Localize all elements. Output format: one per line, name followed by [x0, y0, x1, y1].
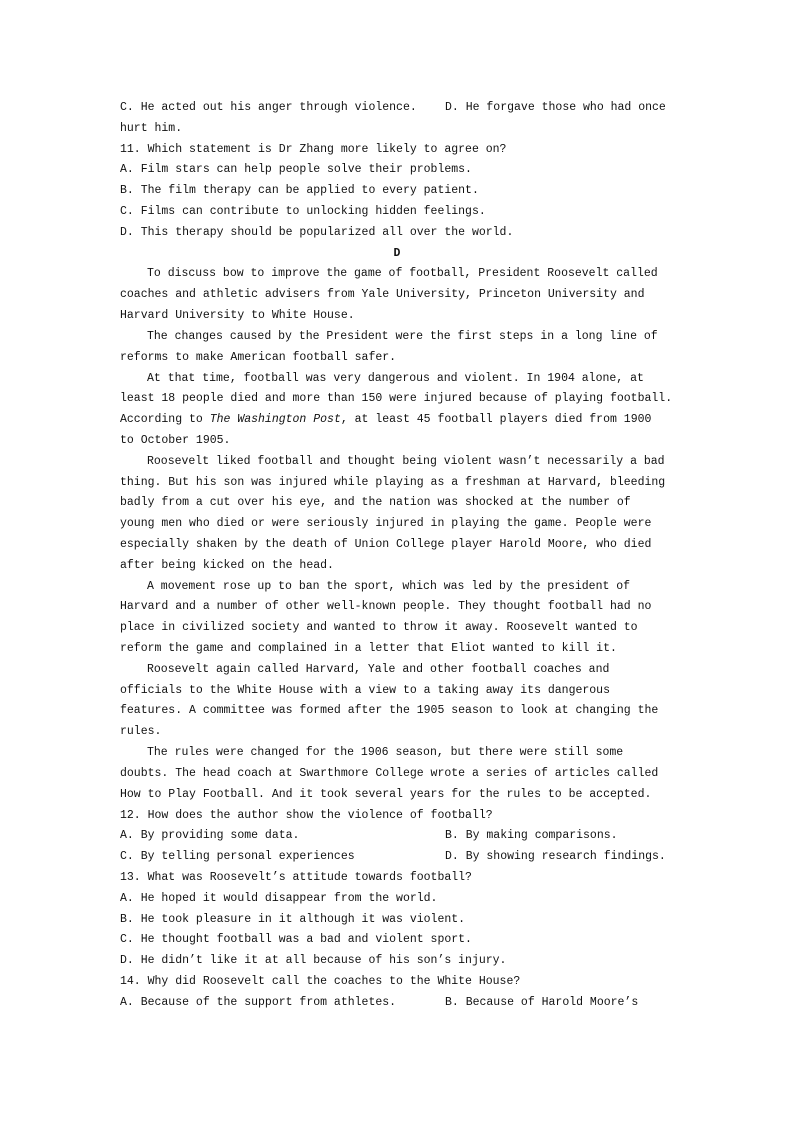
line-text: after being kicked on the head. — [120, 558, 334, 572]
line-text: B. He took pleasure in it although it was violent. — [120, 912, 466, 926]
text-line — [120, 140, 506, 160]
text-line — [120, 681, 610, 701]
line-text: thing. But his son was injured while playing as a freshman at Harvard, bleeding — [120, 475, 666, 489]
text-line — [120, 493, 631, 513]
text-line — [120, 535, 651, 555]
text-line — [120, 847, 666, 867]
text-line — [120, 431, 230, 451]
line-text: C. Films can contribute to unlocking hidden feelings. — [120, 205, 486, 219]
line-text: A movement rose up to ban the sport, which was led by the president of — [147, 579, 631, 593]
text-line — [120, 389, 672, 409]
text-line — [147, 660, 609, 680]
line-text: D — [393, 246, 401, 260]
line-text: 13. What was Roosevelt’s attitude towards football? — [120, 870, 472, 884]
text-line — [120, 410, 651, 430]
text-line — [147, 369, 644, 389]
line-text: coaches and athletic advisers from Yale University, Princeton University and — [120, 288, 645, 302]
line-text: Harvard University to White House. — [120, 309, 355, 323]
line-text: C. He acted out his anger through violence. — [120, 101, 417, 114]
line-text: B. The film therapy can be applied to every patient. — [120, 184, 479, 198]
line-text: features. A committee was formed after the 1905 season to look at changing the — [120, 704, 659, 718]
line-text: officials to the White House with a view to a taking away its dangerous — [120, 683, 610, 697]
line-text: Harvard and a number of other well-known people. They thought football had no — [120, 600, 652, 614]
line-text: badly from a cut over his eye, and the nation was shocked at the number of — [120, 496, 631, 510]
text-line — [147, 452, 665, 472]
line-text: The rules were changed for the 1906 season, but there were still some — [147, 746, 624, 760]
text-line — [120, 618, 638, 638]
line-text: C. He thought football was a bad and violent sport. — [120, 933, 472, 947]
text-line — [120, 98, 666, 118]
text-line — [120, 556, 334, 576]
text-line — [120, 202, 486, 222]
line-text: least 18 people died and more than 150 were injured because of playing football. — [120, 392, 673, 406]
text-line — [120, 910, 465, 930]
line-text: A. He hoped it would disappear from the world. — [120, 891, 438, 905]
line-text: reforms to make American football safer. — [120, 350, 397, 364]
text-line — [120, 473, 665, 493]
line-text: According to — [120, 413, 210, 427]
text-line — [120, 285, 645, 305]
line-text: reform the game and complained in a letter that Eliot wanted to kill it. — [120, 642, 617, 656]
line-text: 11. Which statement is Dr Zhang more likely to agree on? — [120, 142, 507, 156]
line-text: 14. Why did Roosevelt call the coaches to the White House? — [120, 975, 521, 989]
line-text: D. This therapy should be popularized all over the world. — [120, 225, 514, 239]
text-line — [120, 722, 161, 742]
text-line — [120, 181, 479, 201]
line-text: place in civilized society and wanted to throw it away. Roosevelt wanted to — [120, 621, 638, 635]
text-line — [120, 701, 658, 721]
text-line — [120, 785, 651, 805]
text-line — [120, 160, 472, 180]
text-line — [120, 306, 355, 326]
text-line — [147, 264, 658, 284]
option-second-column: B. Because of Harold Moore’s — [445, 995, 639, 1009]
text-line — [120, 119, 182, 139]
section-heading — [0, 244, 794, 264]
text-line — [120, 972, 520, 992]
line-text: 12. How does the author show the violence of football? — [120, 808, 493, 822]
line-text: doubts. The head coach at Swarthmore College wrote a series of articles called — [120, 766, 659, 780]
line-text: A. By providing some data. — [120, 829, 300, 843]
line-text: young men who died or were seriously injured in playing the game. People were — [120, 517, 652, 531]
line-text: Roosevelt again called Harvard, Yale and other football coaches and — [147, 662, 610, 676]
text-line — [120, 868, 472, 888]
line-text: How to Play Football. And it took several years for the rules to be accepted. — [120, 787, 652, 801]
line-text: hurt him. — [120, 121, 183, 135]
text-line — [120, 223, 513, 243]
line-text: C. By telling personal experiences — [120, 850, 355, 864]
text-line — [120, 597, 651, 617]
option-second-column: D. He forgave those who had once — [445, 101, 666, 114]
line-text: At that time, football was very dangerous and violent. In 1904 alone, at — [147, 371, 644, 385]
newspaper-title: The Washington Post — [209, 413, 341, 427]
text-line — [147, 577, 630, 597]
text-line — [120, 951, 506, 971]
line-text: A. Film stars can help people solve their problems. — [120, 163, 472, 177]
line-text: especially shaken by the death of Union College player Harold Moore, who died — [120, 538, 652, 551]
line-text: A. Because of the support from athletes. — [120, 995, 397, 1009]
line-text: D. He didn’t like it at all because of his son’s injury. — [120, 954, 507, 968]
text-line — [120, 806, 493, 826]
text-line — [120, 764, 658, 784]
text-line — [147, 743, 623, 763]
line-text: The changes caused by the President were the first steps in a long line of — [147, 329, 658, 343]
text-line — [120, 889, 437, 909]
text-line — [147, 327, 658, 347]
text-line — [120, 514, 651, 534]
text-line — [120, 348, 396, 368]
line-text: Roosevelt liked football and thought being violent wasn’t necessarily a bad — [147, 454, 665, 468]
text-line — [120, 639, 617, 659]
line-text: to October 1905. — [120, 433, 231, 447]
line-text: rules. — [120, 725, 162, 739]
text-line — [120, 993, 639, 1013]
text-line — [120, 930, 472, 950]
text-line — [120, 826, 618, 846]
option-second-column: D. By showing research findings. — [445, 850, 666, 864]
line-text: To discuss bow to improve the game of football, President Roosevelt called — [147, 267, 658, 281]
option-second-column: B. By making comparisons. — [445, 829, 618, 843]
line-text-continued: , at least 45 football players died from 1900 — [340, 413, 652, 427]
